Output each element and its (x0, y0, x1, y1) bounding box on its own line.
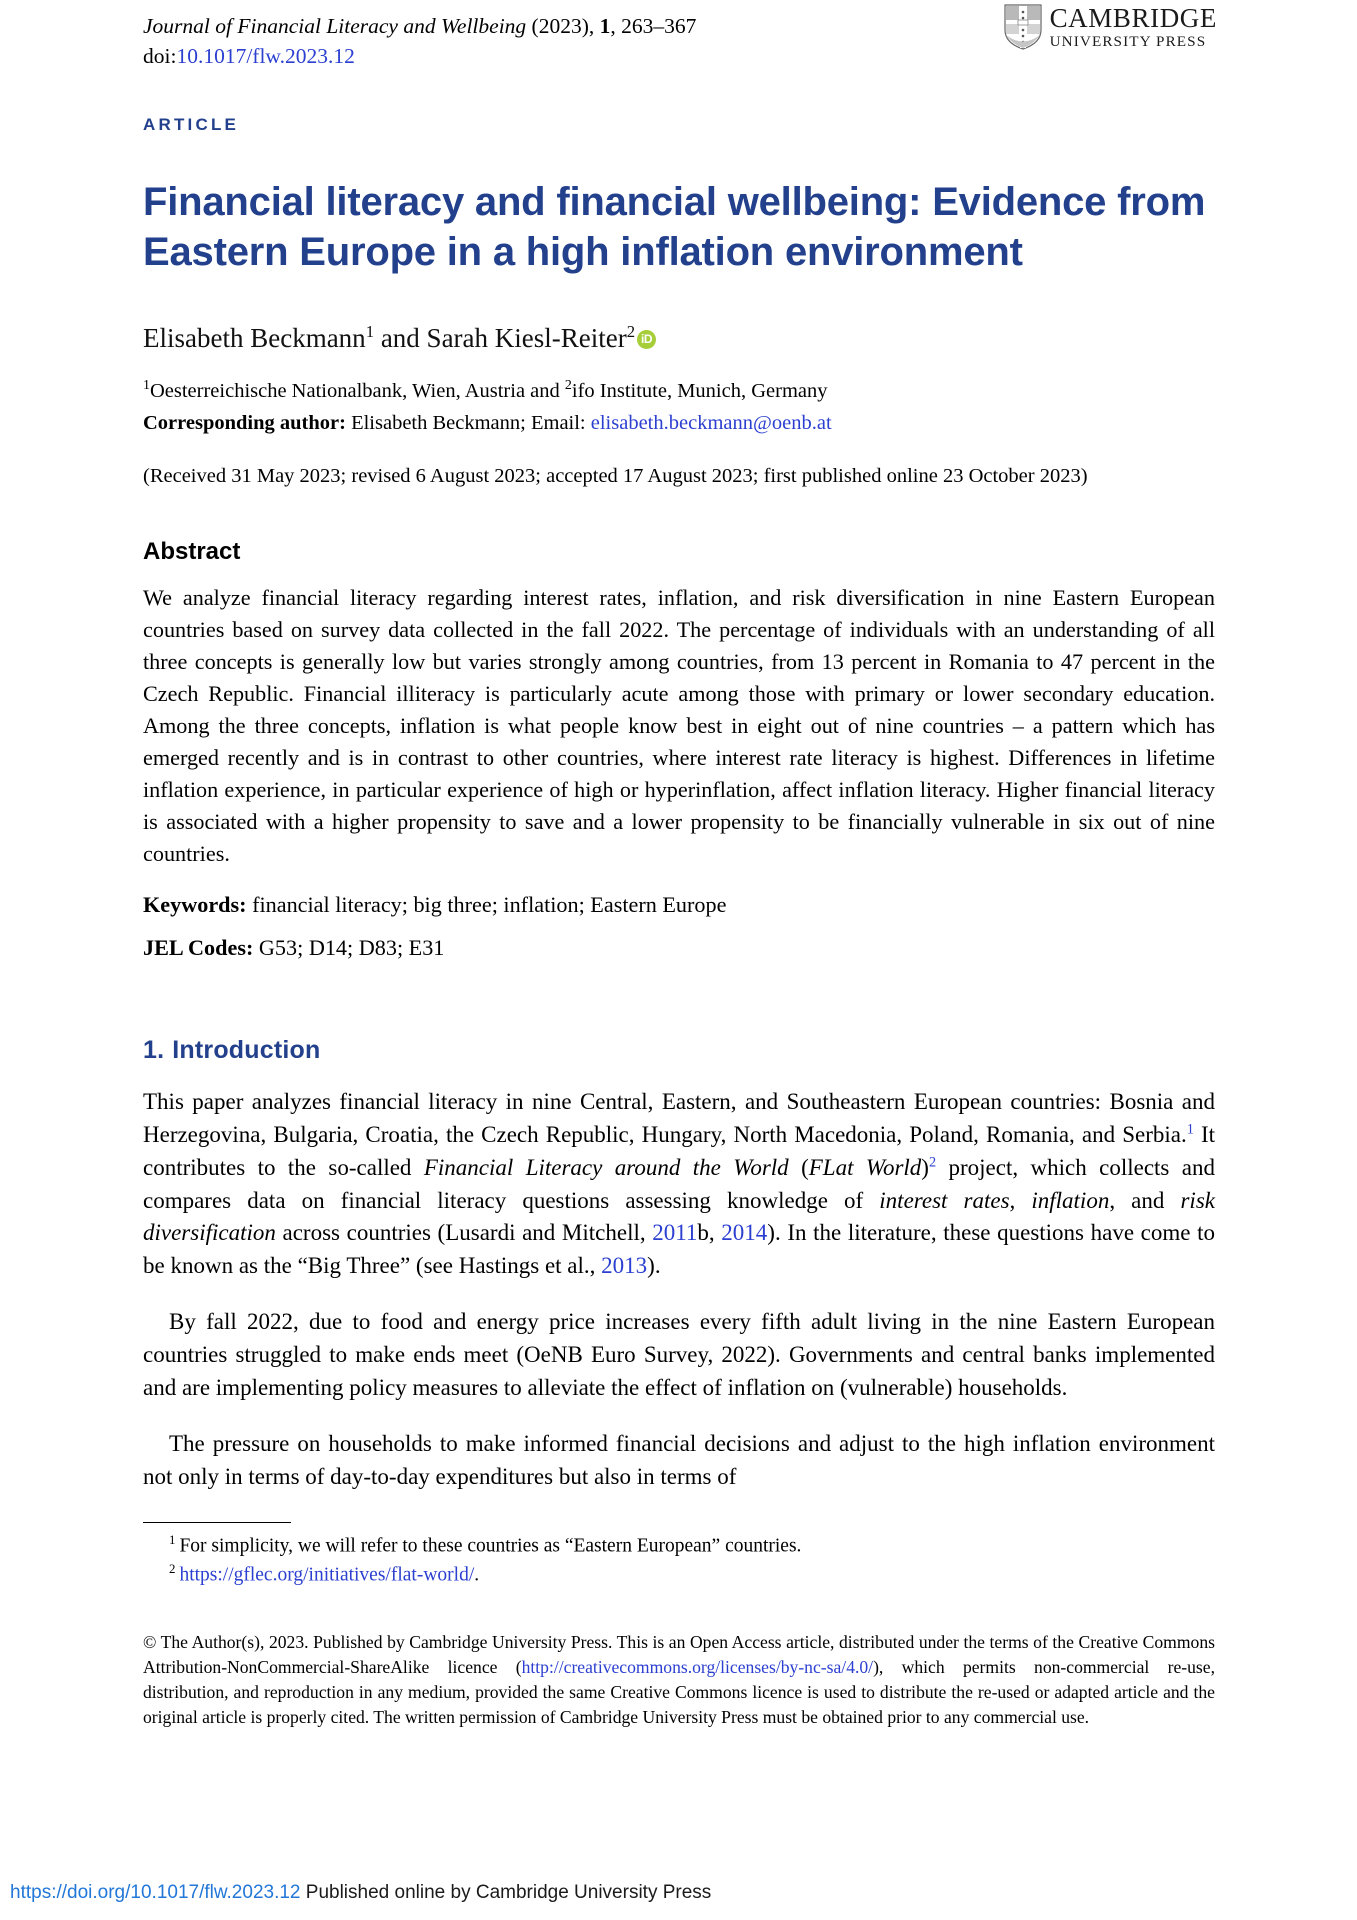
citation-link-lusardi-2011[interactable]: 2011 (652, 1220, 698, 1246)
par1-seg-g: across countries (Lusardi and Mitchell, (275, 1220, 653, 1246)
par1-seg-i: ). In the literature, these questions have come to be known as the “Big Three” (see Hastings et al., (143, 1220, 1216, 1279)
corresponding-author-email-link[interactable]: elisabeth.beckmann@oenb.at (590, 411, 832, 434)
masthead (143, 0, 1215, 80)
par1-seg-a: This paper analyzes financial literacy in nine Central, Eastern, and Southeastern European countries: Bosnia and Herzegovina, Bulgaria, Croatia, the Czech Republic, Hungary, North Macedonia, Poland, Romania, and Serbia. (143, 1088, 1215, 1147)
footnote-1 (169, 1531, 1215, 1561)
section-title: Introduction (172, 1036, 321, 1065)
copyright-part-2: ), which permits non-commercial re-use, distribution, and reproduction in any medium, provided the same Creative Commons licence is used to distribute the re-used or adapted article and the original article is properly cited. The written permission of Cambridge University Press must be obtained prior to any commercial use. (143, 1657, 1215, 1727)
copyright-notice (143, 1630, 1215, 1730)
paragraph-1 (143, 1086, 1215, 1283)
paragraph-3: The pressure on households to make informed financial decisions and adjust to the high inflation environment not only in terms of day-to-day expenditures but also in terms of (143, 1430, 1215, 1489)
par1-seg-h: b, (697, 1220, 722, 1246)
section-heading-introduction (143, 1036, 1215, 1065)
cambridge-shield-icon (1004, 4, 1042, 50)
footer-doi-link[interactable]: https://doi.org/10.1017/flw.2023.12 (10, 1882, 301, 1903)
affiliation-2: ifo Institute, Munich, Germany (571, 380, 828, 403)
page-content (143, 0, 1215, 1730)
par1-italic-1: Financial Literacy around the World (423, 1154, 789, 1180)
footer-published-by: Published online by Cambridge University Press (300, 1882, 712, 1903)
creative-commons-licence-link[interactable]: http://creativecommons.org/licenses/by-nc-sa/4.0/ (521, 1657, 874, 1678)
footnote-2-marker: 2 (169, 1562, 176, 1577)
publication-history: (Received 31 May 2023; revised 6 August 2023; accepted 17 August 2023; first published online 23 October 2023) (143, 465, 1088, 488)
abstract-heading: Abstract (143, 538, 241, 566)
journal-volume: 1 (599, 14, 611, 38)
par1-seg-e: project, which collects and compares data on financial literacy questions assessing knowledge of (143, 1154, 1215, 1213)
journal-pages: , 263–367 (610, 14, 697, 38)
paragraph-2: By fall 2022, due to food and energy price increases every fifth adult living in the nine Eastern European countries struggled to make ends meet (OeNB Euro Survey, 2022). Governments and central banks implemented and are implementing policy measures to alleviate the effect of inflation on (vulnerable) households. (143, 1309, 1215, 1400)
footnote-2-link[interactable]: https://gflec.org/initiatives/flat-world/ (179, 1564, 475, 1586)
footnote-1-marker: 1 (169, 1532, 176, 1547)
copyright-part-1: © The Author(s), 2023. Published by Cambridge University Press. This is an Open Access article, distributed under the terms of the Creative Commons Attribution-NonCommercial-ShareAlike licence ( (143, 1632, 1215, 1678)
corresponding-author-name: Elisabeth Beckmann; Email: (345, 411, 591, 434)
footnote-ref-1[interactable]: 1 (1186, 1121, 1194, 1138)
footnotes (143, 1531, 1215, 1591)
journal-name: Journal of Financial Literacy and Wellbeing (143, 14, 527, 38)
footnote-2-trailing: . (474, 1564, 480, 1586)
footnote-1-text: For simplicity, we will refer to these countries as “Eastern European” countries. (179, 1535, 802, 1557)
par1-seg-f: , and (1109, 1187, 1181, 1213)
corresponding-author (143, 409, 1215, 439)
corresponding-author-label: Corresponding author: (143, 411, 346, 434)
keywords (143, 892, 1215, 918)
affiliations (143, 376, 1215, 407)
jel-codes (143, 935, 1215, 961)
article-type-kicker: ARTICLE (143, 115, 240, 134)
journal-year: (2023), (526, 14, 600, 38)
author-affil-marker-1: 1 (365, 322, 375, 342)
par1-italic-4: risk diversification (143, 1187, 1215, 1246)
jel-codes-label: JEL Codes: (143, 935, 254, 961)
author-name-1: Elisabeth Beckmann (143, 323, 366, 354)
page-footer (10, 1882, 711, 1904)
footnote-ref-2[interactable]: 2 (928, 1154, 937, 1171)
par1-seg-d: ) (921, 1154, 929, 1180)
footnote-separator-rule (143, 1522, 291, 1523)
affil-marker-2: 2 (564, 378, 572, 394)
footnote-2 (169, 1560, 1215, 1590)
jel-codes-value: G53; D14; D83; E31 (253, 935, 445, 961)
affiliation-1: Oesterreichische Nationalbank, Wien, Austria and (149, 380, 565, 403)
keywords-label: Keywords: (143, 892, 247, 918)
cambridge-university-press-logo (1004, 4, 1217, 50)
cup-wordmark (1049, 2, 1217, 50)
citation-link-hastings-2013[interactable]: 2013 (601, 1253, 648, 1279)
abstract-text: We analyze financial literacy regarding interest rates, inflation, and risk diversification in nine Eastern European countries based on survey data collected in the fall 2022. The percentage of individuals with an understanding of all three concepts is generally low but varies strongly among countries, from 13 percent in Romania to 47 percent in the Czech Republic. Financial illiteracy is particularly acute among those with primary or lower secondary education. Among the three concepts, inflation is what people know best in eight out of nine countries – a pattern which has emerged recently and is in contrast to other countries, where interest rate literacy is highest. Differences in lifetime inflation experience, in particular experience of high or hyperinflation, affect inflation literacy. Higher financial literacy is associated with a higher propensity to save and a lower propensity to be financially vulnerable in six out of nine countries. (143, 585, 1215, 867)
par1-italic-2: FLat World (808, 1154, 922, 1180)
par1-seg-b: It contributes to the so-called (143, 1121, 1215, 1180)
affil-marker-1: 1 (143, 378, 150, 394)
author-affil-marker-2: 2 (626, 322, 636, 342)
par1-italic-3: interest rates, inflation (879, 1187, 1110, 1213)
citation-link-lusardi-2014[interactable]: 2014 (721, 1220, 768, 1246)
section-number: 1. (143, 1036, 165, 1065)
author-conjunction: and (374, 323, 427, 354)
par1-seg-c: ( (788, 1154, 809, 1180)
page-title: Financial literacy and financial wellbeing: Evidence from Eastern Europe in a high inflation environment (143, 180, 1206, 274)
author-name-2: Sarah Kiesl-Reiter (426, 323, 627, 354)
keywords-value: financial literacy; big three; inflation; Eastern Europe (246, 892, 727, 918)
cup-subtitle: UNIVERSITY PRESS (1049, 32, 1207, 50)
doi-link[interactable]: 10.1017/flw.2023.12 (176, 44, 355, 69)
doi-label: doi: (143, 44, 177, 69)
orcid-id-icon[interactable]: iD (637, 330, 656, 349)
author-list (143, 322, 1215, 354)
cup-name: CAMBRIDGE (1049, 2, 1217, 33)
par1-seg-j: ). (647, 1253, 661, 1279)
